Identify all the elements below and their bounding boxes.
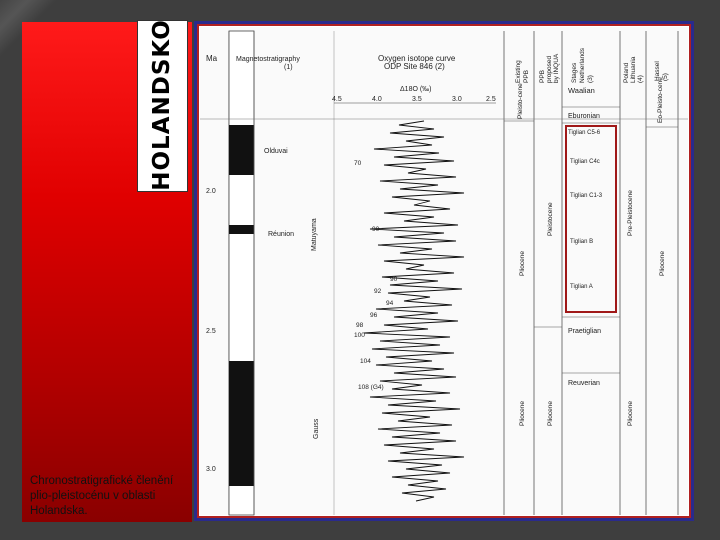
slide-caption: Chronostratigrafické členění plio-pleistocénu v oblasti Holandska. bbox=[30, 475, 174, 517]
stage-tiglian-a: Tiglian A bbox=[570, 284, 593, 290]
iso-tick-4-5: 4.5 bbox=[332, 96, 342, 103]
stage-tiglian-b: Tiglian B bbox=[570, 239, 594, 245]
stage-tiglian-c1-3: Tiglian C1-3 bbox=[570, 193, 603, 199]
stages-header-2: Netherlands bbox=[579, 47, 586, 83]
isotope-axis-label: Δ18O (‰) bbox=[400, 86, 432, 93]
poland-header-3: (4) bbox=[637, 75, 644, 83]
stage-96: 96 bbox=[370, 312, 378, 319]
stage-104: 104 bbox=[360, 358, 371, 365]
stage-eburonian: Eburonian bbox=[568, 113, 600, 120]
stage-94: 94 bbox=[386, 300, 394, 307]
olduvai-label: Olduvai bbox=[264, 148, 288, 155]
ma-header: Ma bbox=[206, 54, 218, 63]
ma-tick-3-0: 3.0 bbox=[206, 466, 216, 473]
isotope-header-title: Oxygen isotope curve bbox=[378, 54, 456, 63]
magneto-header-title: Magnetostratigraphy bbox=[236, 56, 300, 63]
existing-pliocene-2: Pliocene bbox=[519, 401, 526, 426]
poland-prepleistocene: Pre-Pleistocene bbox=[627, 190, 634, 236]
slide-title: HOLANDSKO bbox=[148, 19, 175, 191]
existing-header-1: Existing bbox=[515, 60, 522, 83]
iso-tick-3-0: 3.0 bbox=[452, 96, 462, 103]
stage-tiglian-c5-6: Tiglian C5-6 bbox=[568, 130, 601, 136]
stage-waalian: Waalian bbox=[568, 86, 595, 95]
iso-tick-2-5: 2.5 bbox=[486, 96, 496, 103]
stage-reuverian: Reuverian bbox=[568, 380, 600, 387]
stage-90b: 90 bbox=[390, 276, 398, 283]
stages-header-1: Stages bbox=[571, 62, 578, 83]
stage-92: 92 bbox=[374, 288, 382, 295]
hassel-pliocene: Pliocene bbox=[659, 251, 666, 276]
iso-tick-3-5: 3.5 bbox=[412, 96, 422, 103]
ma-tick-2-5: 2.5 bbox=[206, 328, 216, 335]
hassel-header-1: Hassel bbox=[654, 61, 661, 81]
hassel-eopleistocene: Eo-Pleisto-cene bbox=[657, 77, 664, 123]
existing-header-2: PPB bbox=[523, 69, 530, 83]
poland-pliocene: Pliocene bbox=[627, 401, 634, 426]
stratigraphy-diagram bbox=[194, 21, 694, 521]
existing-pleistocene: Pleisto-cene bbox=[517, 83, 524, 119]
hassel-header-2: (5) bbox=[662, 73, 669, 81]
proposed-header-1: PPB bbox=[539, 69, 546, 83]
ma-tick-2-0: 2.0 bbox=[206, 188, 216, 195]
stage-tiglian-c4c: Tiglian C4c bbox=[570, 159, 600, 165]
stages-header-3: (3) bbox=[587, 75, 594, 83]
stage-108-g4: 108 (G4) bbox=[358, 384, 384, 391]
poland-header-1: Poland bbox=[623, 62, 630, 83]
stage-70: 70 bbox=[354, 160, 362, 167]
proposed-header-3: by INQUA bbox=[553, 53, 560, 83]
stage-100: 100 bbox=[354, 332, 365, 339]
poland-header-2: Lithuania bbox=[630, 56, 637, 83]
reunion-label: Réunion bbox=[268, 231, 295, 238]
stage-90a: 90 bbox=[372, 226, 380, 233]
proposed-pleistocene: Pleistocene bbox=[547, 202, 554, 236]
stage-praetiglian: Praetiglian bbox=[568, 328, 602, 335]
existing-pliocene: Pliocene bbox=[519, 251, 526, 276]
proposed-pliocene: Pliocene bbox=[547, 401, 554, 426]
isotope-header-site: ODP Site 846 (2) bbox=[384, 62, 445, 71]
diagram-frame bbox=[194, 21, 694, 521]
gauss-label: Gauss bbox=[313, 418, 320, 439]
title-wrapper bbox=[137, 20, 186, 190]
matuyama-label: Matuyama bbox=[311, 218, 318, 251]
magneto-header-ref: (1) bbox=[284, 64, 293, 71]
iso-tick-4-0: 4.0 bbox=[372, 96, 382, 103]
stage-98: 98 bbox=[356, 322, 364, 329]
proposed-header-2: proposed bbox=[546, 55, 553, 83]
